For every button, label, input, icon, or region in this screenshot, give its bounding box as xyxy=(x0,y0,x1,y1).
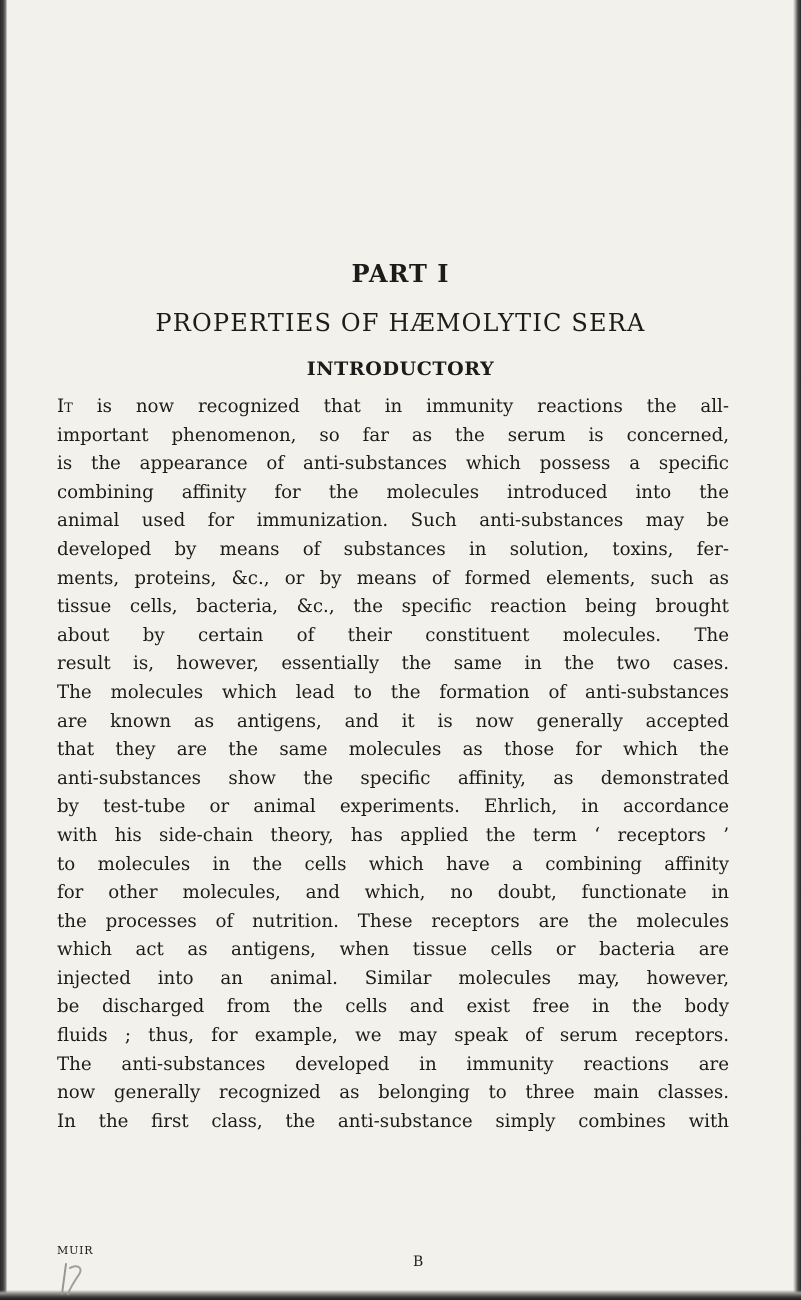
text-line: In the first class, the anti-substance simply combines with xyxy=(57,1110,729,1132)
signature-mark: MUIR xyxy=(57,1244,94,1257)
text-line: to molecules in the cells which have a combining affinity xyxy=(57,853,729,875)
text-line: be discharged from the cells and exist free in the body xyxy=(57,996,729,1018)
chapter-title: PROPERTIES OF HÆMOLYTIC SERA xyxy=(155,309,646,337)
text-line: by test-tube or animal experiments. Ehrlich, in accordance xyxy=(57,796,729,818)
text-line: which act as antigens, when tissue cells or bacteria are xyxy=(57,939,729,961)
signature-letter: B xyxy=(413,1254,424,1270)
text-line xyxy=(57,393,729,422)
text-line: with his side-chain theory, has applied the term ‘ receptors ’ xyxy=(57,824,729,846)
text-line: combining affinity for the molecules introduced into the xyxy=(57,481,729,503)
page-left-edge-shadow xyxy=(0,0,7,1300)
page-bottom-edge-shadow xyxy=(0,1290,801,1300)
text-line: The molecules which lead to the formation of anti-substances xyxy=(57,681,729,703)
text-line-rest: is now recognized that in immunity reactions the all- xyxy=(72,396,729,417)
part-title: PART I xyxy=(351,259,450,288)
text-line: that they are the same molecules as those for which the xyxy=(57,739,729,761)
text-line: the processes of nutrition. These receptors are the molecules xyxy=(57,910,729,932)
text-line: result is, however, essentially the same in the two cases. xyxy=(57,653,729,675)
text-line: is the appearance of anti-substances which possess a specific xyxy=(57,453,729,475)
lead-word: It xyxy=(57,396,73,417)
text-line: tissue cells, bacteria, &c., the specific reaction being brought xyxy=(57,596,729,618)
text-line: developed by means of substances in solution, toxins, fer- xyxy=(57,538,729,560)
text-line: now generally recognized as belonging to three main classes. xyxy=(57,1082,729,1104)
text-line: ments, proteins, &c., or by means of formed elements, such as xyxy=(57,567,729,589)
text-line: The anti-substances developed in immunity reactions are xyxy=(57,1053,729,1075)
body-paragraph xyxy=(57,393,729,1136)
text-line: injected into an animal. Similar molecules may, however, xyxy=(57,967,729,989)
text-line: are known as antigens, and it is now generally accepted xyxy=(57,710,729,732)
text-line: animal used for immunization. Such anti-substances may be xyxy=(57,510,729,532)
text-line: fluids ; thus, for example, we may speak of serum receptors. xyxy=(57,1025,729,1047)
text-line: important phenomenon, so far as the serum is concerned, xyxy=(57,424,729,446)
text-line: about by certain of their constituent molecules. The xyxy=(57,624,729,646)
section-title: INTRODUCTORY xyxy=(306,358,495,380)
handwritten-pencil-mark xyxy=(56,1260,96,1298)
text-line: anti-substances show the specific affinity, as demonstrated xyxy=(57,767,729,789)
text-line: for other molecules, and which, no doubt, functionate in xyxy=(57,882,729,904)
page-right-edge-shadow xyxy=(793,0,801,1300)
